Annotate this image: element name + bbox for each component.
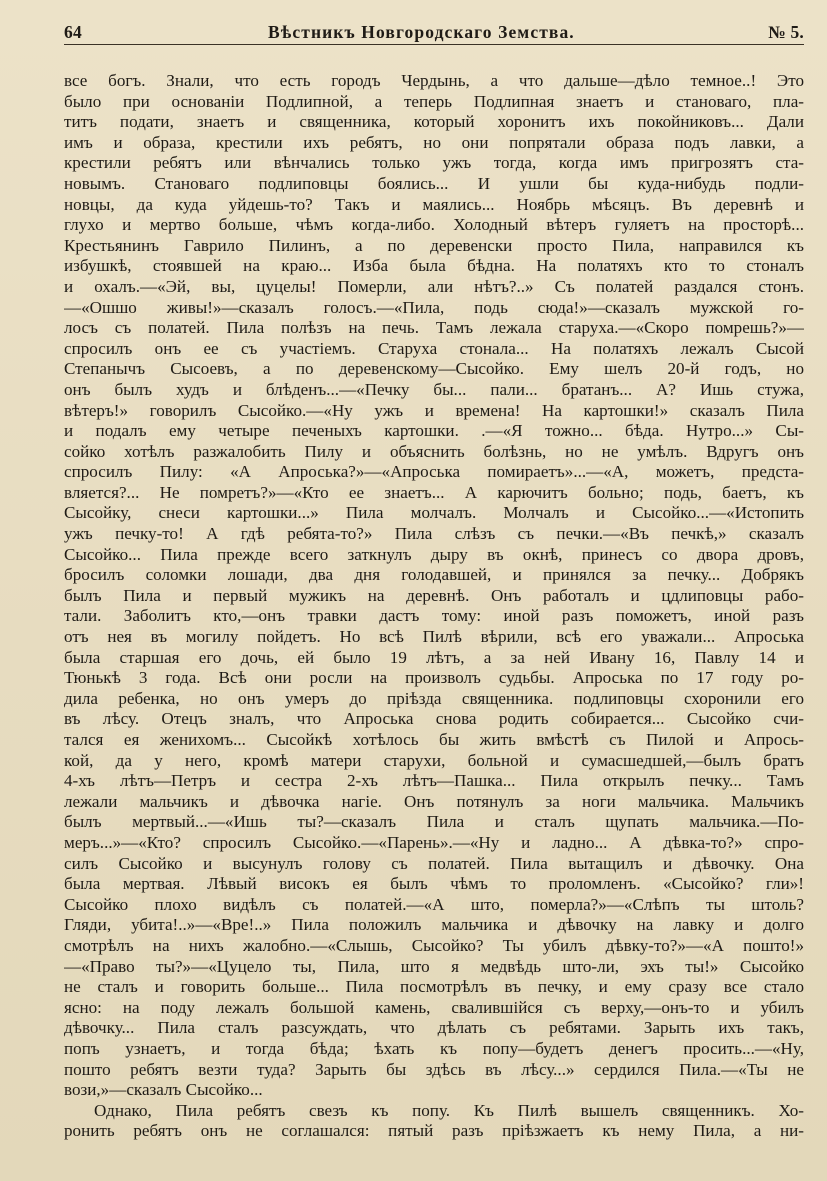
text-line: пошто ребятъ везти туда? Зарыть бы здѣсь въ лѣсу...» сердился Пила.—«Ты не: [64, 1059, 804, 1079]
text-line: крестили ребятъ или вѣнчались только ужъ тогда, когда имъ пригрозятъ ста-: [64, 153, 804, 173]
text-line: въ лѣсу. Отецъ зналъ, что Апроська снова родить собирается... Сысойко счи-: [64, 709, 804, 729]
text-line: кой, да у него, кромѣ матери старухи, больной и сумасшедшей,—былъ братъ: [64, 750, 804, 770]
text-line: имъ и образа, крестили ихъ ребятъ, но они попрятали образа подъ лавки, а: [64, 132, 804, 152]
text-line: дила ребенка, но онъ умеръ до пріѣзда священника. подлиповцы схоронили его: [64, 688, 804, 708]
text-line: ужъ печку-то! А гдѣ ребята-то?» Пила слѣзъ съ печки.—«Въ печкѣ,» сказалъ: [64, 524, 804, 544]
issue-number: № 5.: [768, 22, 804, 42]
text-line: меръ...»—«Кто? спросилъ Сысойко.—«Парень».—«Ну и ладно... А дѣвка-то?» спро-: [64, 832, 804, 852]
text-line: спросилъ онъ ее съ участіемъ. Старуха стонала... На полатяхъ лежалъ Сысой: [64, 338, 804, 358]
text-line: вози,»—сказалъ Сысойко...: [64, 1080, 263, 1100]
text-line: все богъ. Знали, что есть городъ Чердынь, а что дальше—дѣло темное..! Это: [64, 71, 804, 90]
text-line: лосъ съ полатей. Пила полѣзъ на печь. Тамъ лежала старуха.—«Скоро помрешь?»—: [64, 318, 804, 338]
text-line: Сысойку, снеси картошки...» Пила молчалъ. Молчалъ и Сысойко...—«Истопить: [64, 503, 804, 523]
text-line: сойко хотѣлъ разжалобить Пилу и объяснить болѣзнь, но не умѣлъ. Вдругъ онъ: [64, 441, 804, 461]
text-line: Степанычъ Сысоевъ, а по деревенскому—Сысойко. Ему шелъ 20-й годъ, но: [64, 359, 804, 379]
text-line: тался ея женихомъ... Сысойкѣ хотѣлось бы жить вмѣстѣ съ Пилой и Апрось-: [64, 730, 804, 749]
text-line: и охалъ.—«Эй, вы, цуцелы! Померли, али нѣтъ?..» Съ полатей раздался стонъ.: [64, 276, 804, 296]
text-line: —«Право ты?»—«Цуцело ты, Пила, што я медвѣдь што-ли, эхъ ты!» Сысойко: [64, 956, 804, 976]
journal-title: Вѣстникъ Новгородскаго Земства.: [268, 22, 575, 42]
text-line: новымъ. Становаго подлиповцы боялись... И ушли бы куда-нибудь подли-: [64, 173, 804, 193]
text-line: Тюнькѣ 3 года. Всѣ они росли на произволъ судьбы. Апроська по 17 году ро-: [64, 668, 804, 688]
text-line: силъ Сысойко и высунулъ голову съ полатей. Пила вытащилъ и дѣвочку. Она: [64, 853, 804, 873]
text-line: смотрѣлъ на нихъ жалобно.—«Слышь, Сысойко? Ты убилъ дѣвку-то?»—«А пошто!»: [64, 935, 804, 955]
text-line: избушкѣ, стоявшей на краю... Изба была бѣдна. На полатяхъ кто то стоналъ: [64, 256, 804, 276]
text-line: ронить ребятъ онъ не соглашался: пятый разъ пріѣзжаетъ къ нему Пила, а ни-: [64, 1121, 804, 1141]
text-line: былъ Пила и первый мужикъ на деревнѣ. Онъ работалъ и цдлиповцы рабо-: [64, 585, 804, 605]
text-line: былъ мертвый...—«Ишь ты?—сказалъ Пила и сталъ щупать мальчика.—По-: [64, 812, 804, 832]
text-line: дѣвочку... Пила сталъ разсуждать, что дѣлать съ ребятами. Зарыть ихъ такъ,: [64, 1018, 804, 1038]
text-line: не сталъ и говорить больше... Пила посмотрѣлъ въ печку, и ему сразу все стало: [64, 977, 804, 997]
text-line: была старшая его дочь, ей было 19 лѣтъ, а за ней Ивану 16, Павлу 14 и: [64, 647, 804, 667]
text-line: вляется?... Не помретъ?»—«Кто ее знаетъ... А карючитъ больно; подь, баетъ, къ: [64, 482, 804, 502]
text-line: ясно: на поду лежалъ большой камень, свалившійся съ верху,—онъ-то и убилъ: [64, 997, 804, 1017]
text-line: Сысойко... Пила прежде всего заткнулъ дыру въ окнѣ, принесъ со двора дровъ,: [64, 544, 804, 564]
text-line: отъ нея въ могилу пойдетъ. Но всѣ Пилѣ вѣрили, всѣ его уважали... Апроська: [64, 627, 804, 647]
text-line: тали. Заболитъ кто,—онъ травки дастъ тому: иной разъ поможетъ, иной разъ: [64, 606, 804, 626]
text-line: —«Ошшо живы!»—сказалъ голосъ.—«Пила, подь сюда!»—сказалъ мужской го-: [64, 297, 804, 317]
page-number: 64: [64, 22, 82, 42]
page-header: [64, 18, 804, 46]
article-body: [64, 71, 804, 1142]
header-rule: [64, 44, 804, 45]
text-line: и подалъ ему четыре печеныхъ картошки. .—«Я тожно... бѣда. Нутро...» Сы-: [64, 421, 804, 441]
text-line: лежали мальчикъ и дѣвочка нагіе. Онъ потянулъ за ноги мальчика. Мальчикъ: [64, 791, 804, 811]
text-line: спросилъ Пилу: «А Апроська?»—«Апроська помираетъ»...—«А, можетъ, предста-: [64, 462, 804, 482]
text-line: онъ былъ худъ и блѣденъ...—«Печку бы... пали... братанъ... А? Ишь стужа,: [64, 379, 804, 399]
text-line: титъ подати, знаетъ и священника, который хоронитъ ихъ покойниковъ... Дали: [64, 112, 804, 132]
text-line: Крестьянинъ Гаврило Пилинъ, а по деревенски просто Пила, направился къ: [64, 235, 804, 255]
paragraph-start-line: Однако, Пила ребятъ свезъ къ попу. Къ Пилѣ вышелъ священникъ. Хо-: [94, 1100, 804, 1120]
text-line: бросилъ соломки лошади, два дня голодавшей, и принялся за печку... Добрякъ: [64, 565, 804, 585]
text-line: вѣтеръ!» говорилъ Сысойко.—«Ну ужъ и времена! На картошки!» сказалъ Пила: [64, 400, 804, 420]
text-line: попъ узнаетъ, и тогда бѣда; ѣхать къ попу—будетъ денегъ просить...—«Ну,: [64, 1038, 804, 1058]
text-line: Гляди, убита!..»—«Вре!..» Пила положилъ мальчика и дѣвочку на лавку и долго: [64, 915, 804, 935]
text-line: 4-хъ лѣтъ—Петръ и сестра 2-хъ лѣтъ—Пашка... Пила открылъ печку... Тамъ: [64, 771, 804, 791]
text-line: глухо и мертво больше, чѣмъ когда-либо. Холодный вѣтеръ гуляетъ на просторѣ...: [64, 215, 804, 235]
text-line: было при основаніи Подлипной, а теперь Подлипная знаетъ и становаго, пла-: [64, 91, 804, 111]
text-line: Сысойко плохо видѣлъ съ полатей.—«А што, померла?»—«Слѣпъ ты штоль?: [64, 894, 804, 914]
text-line: была мертвая. Лѣвый високъ ея былъ чѣмъ то проломленъ. «Сысойко? гли»!: [64, 874, 804, 894]
text-line: новцы, да куда уйдешь-то? Такъ и маялись... Ноябрь мѣсяцъ. Въ деревнѣ и: [64, 194, 804, 214]
